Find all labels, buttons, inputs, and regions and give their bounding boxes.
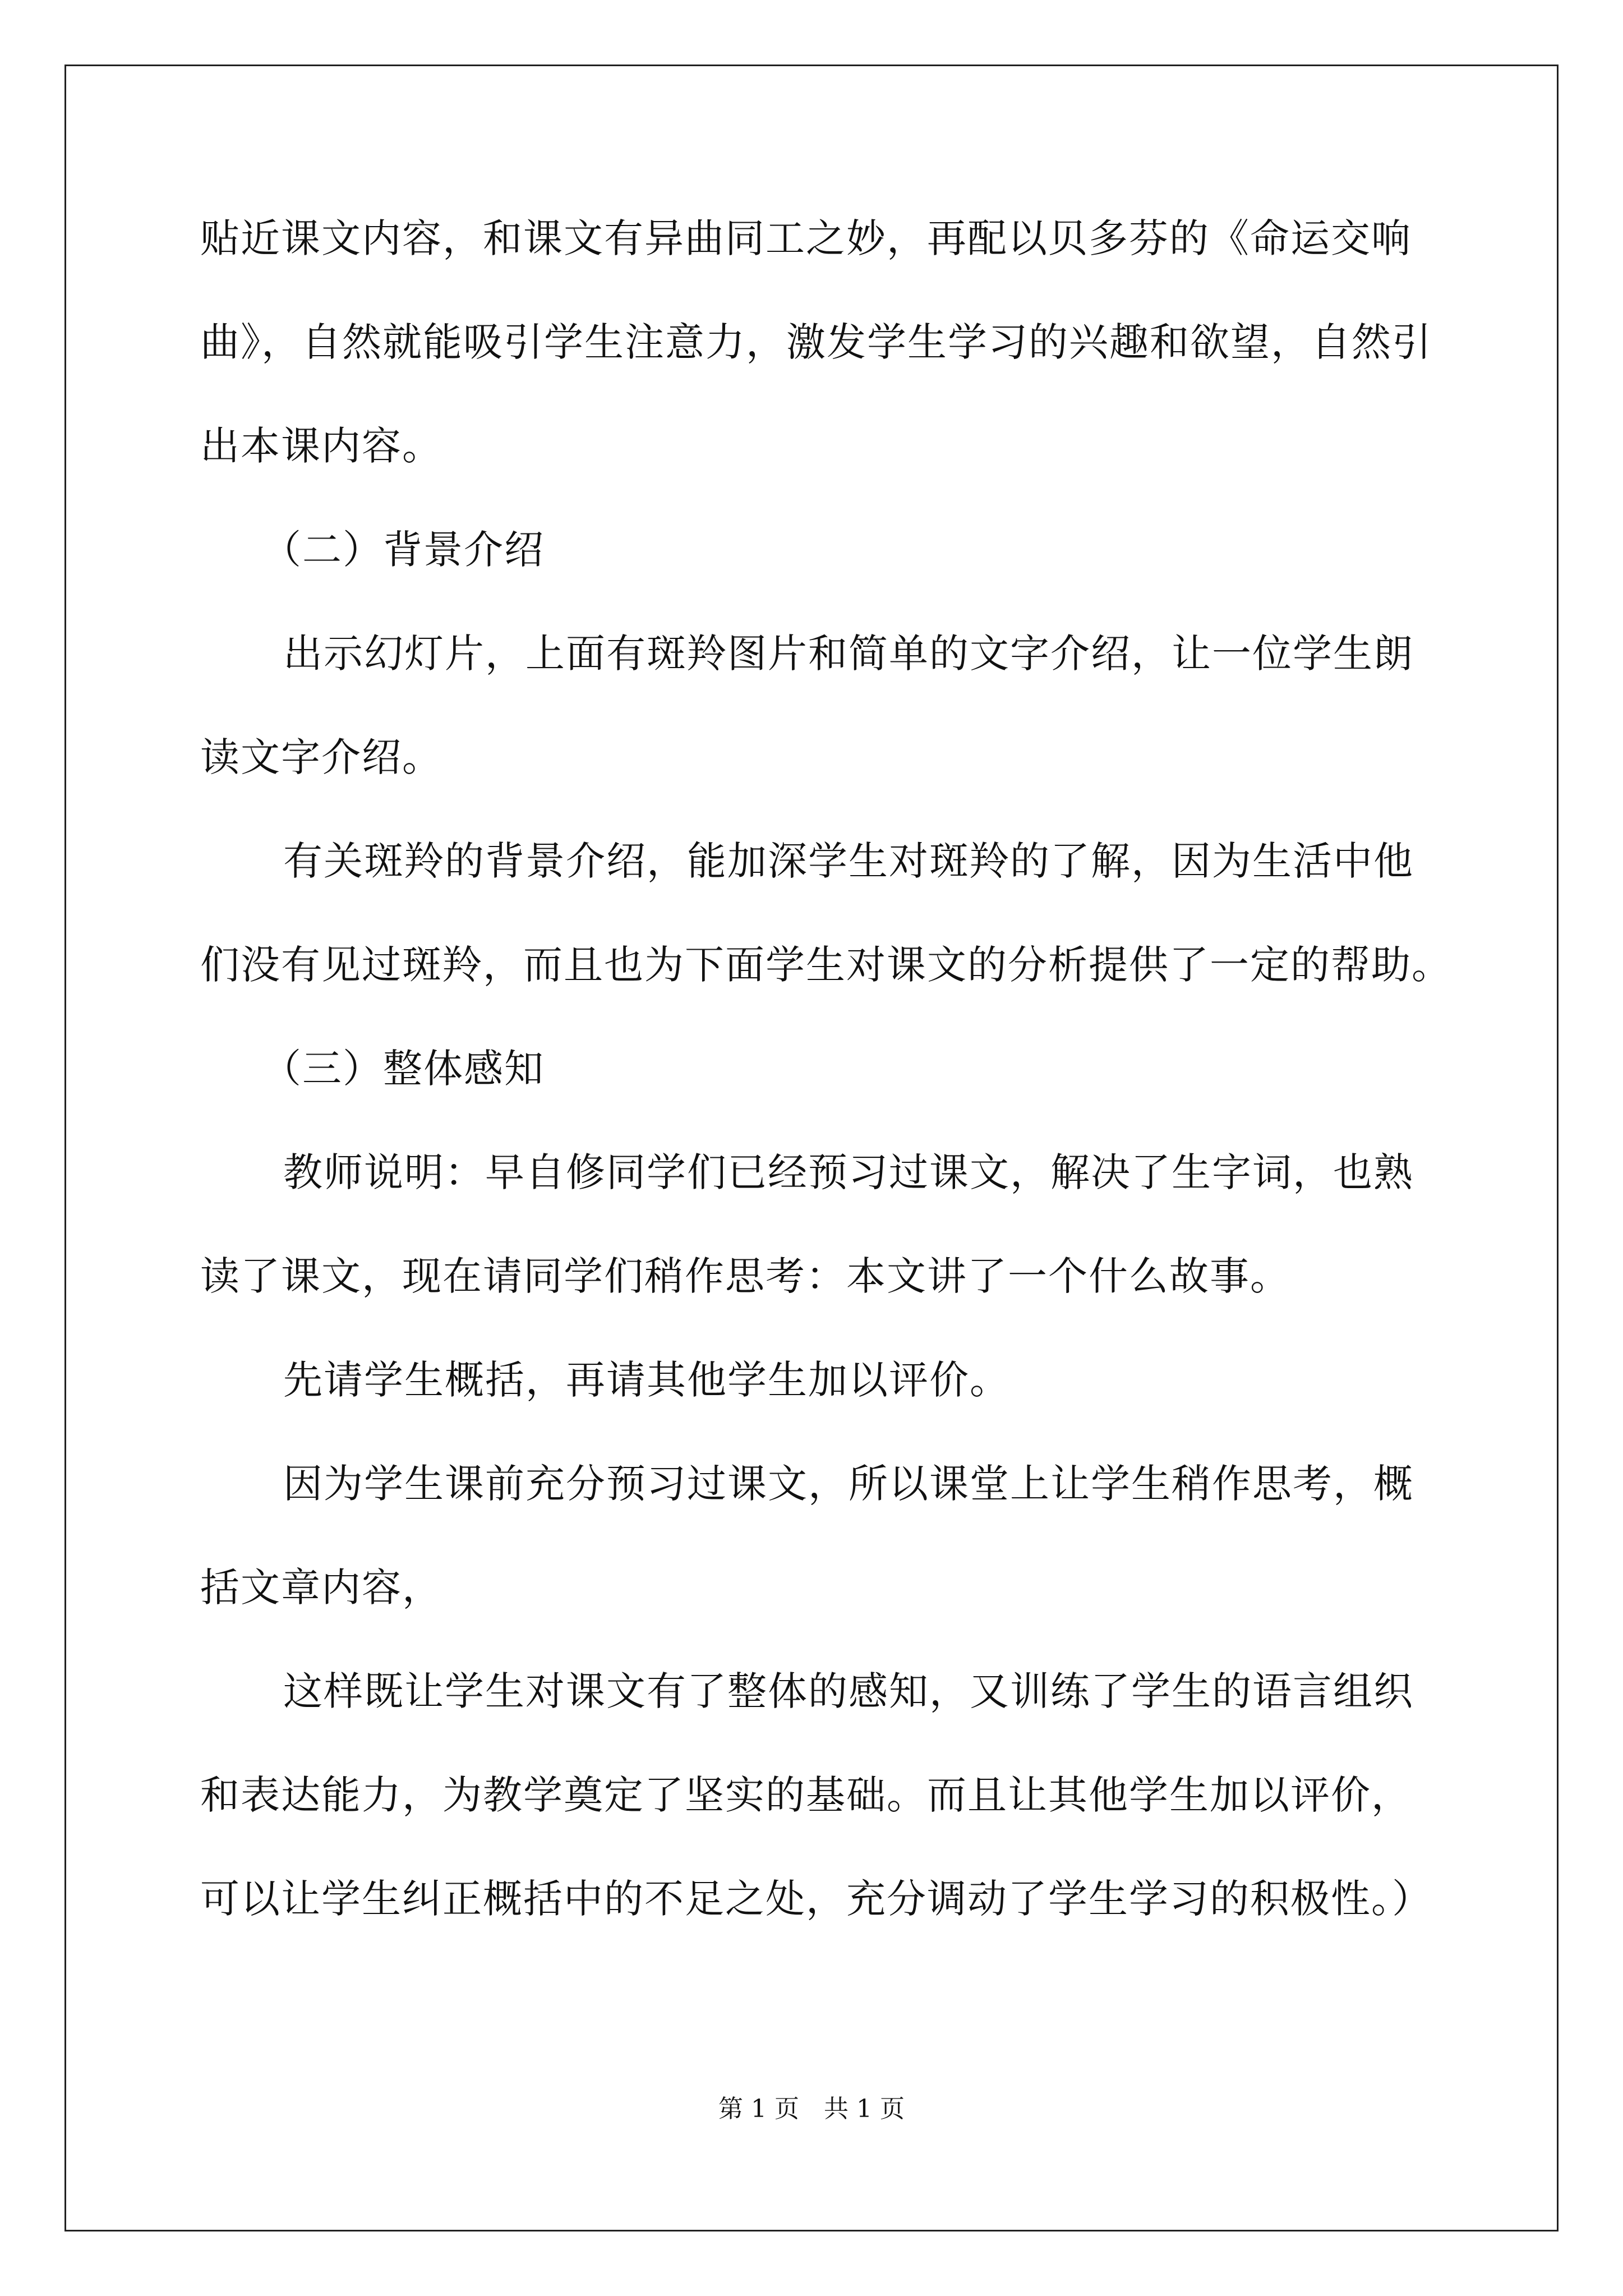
text-line: 可以让学生纠正概括中的不足之处，充分调动了学生学习的积极性。） xyxy=(200,1876,1432,1922)
text-line: 这样既让学生对课文有了整体的感知，又训练了学生的语言组织 xyxy=(283,1668,1414,1714)
text-line: 和表达能力，为教学奠定了坚实的基础。而且让其他学生加以评价， xyxy=(200,1772,1412,1818)
section-heading: （三）整体感知 xyxy=(262,1046,545,1092)
page-footer: 第 1 页 共 1 页 xyxy=(718,2095,905,2123)
text-line: 读了课文，现在请同学们稍作思考：本文讲了一个什么故事。 xyxy=(200,1253,1290,1299)
text-line: 教师说明：早自修同学们已经预习过课文，解决了生字词，也熟 xyxy=(283,1149,1414,1195)
text-line: 出本课内容。 xyxy=(200,423,442,469)
text-line: 括文章内容， xyxy=(200,1565,442,1611)
text-line: 曲》，自然就能吸引学生注意力，激发学生学习的兴趣和欲望，自然引 xyxy=(200,319,1432,365)
text-line: 贴近课文内容，和课文有异曲同工之妙，再配以贝多芬的《命运交响 xyxy=(200,215,1412,261)
text-line: 有关斑羚的背景介绍，能加深学生对斑羚的了解，因为生活中他 xyxy=(283,838,1414,884)
text-line: 读文字介绍。 xyxy=(200,734,442,780)
text-line: 先请学生概括，再请其他学生加以评价。 xyxy=(283,1357,1010,1403)
section-heading: （二）背景介绍 xyxy=(262,527,545,573)
text-line: 们没有见过斑羚，而且也为下面学生对课文的分析提供了一定的帮助。 xyxy=(200,942,1452,988)
text-line: 因为学生课前充分预习过课文，所以课堂上让学生稍作思考，概 xyxy=(283,1461,1414,1507)
text-line: 出示幻灯片，上面有斑羚图片和简单的文字介绍，让一位学生朗 xyxy=(283,631,1414,677)
